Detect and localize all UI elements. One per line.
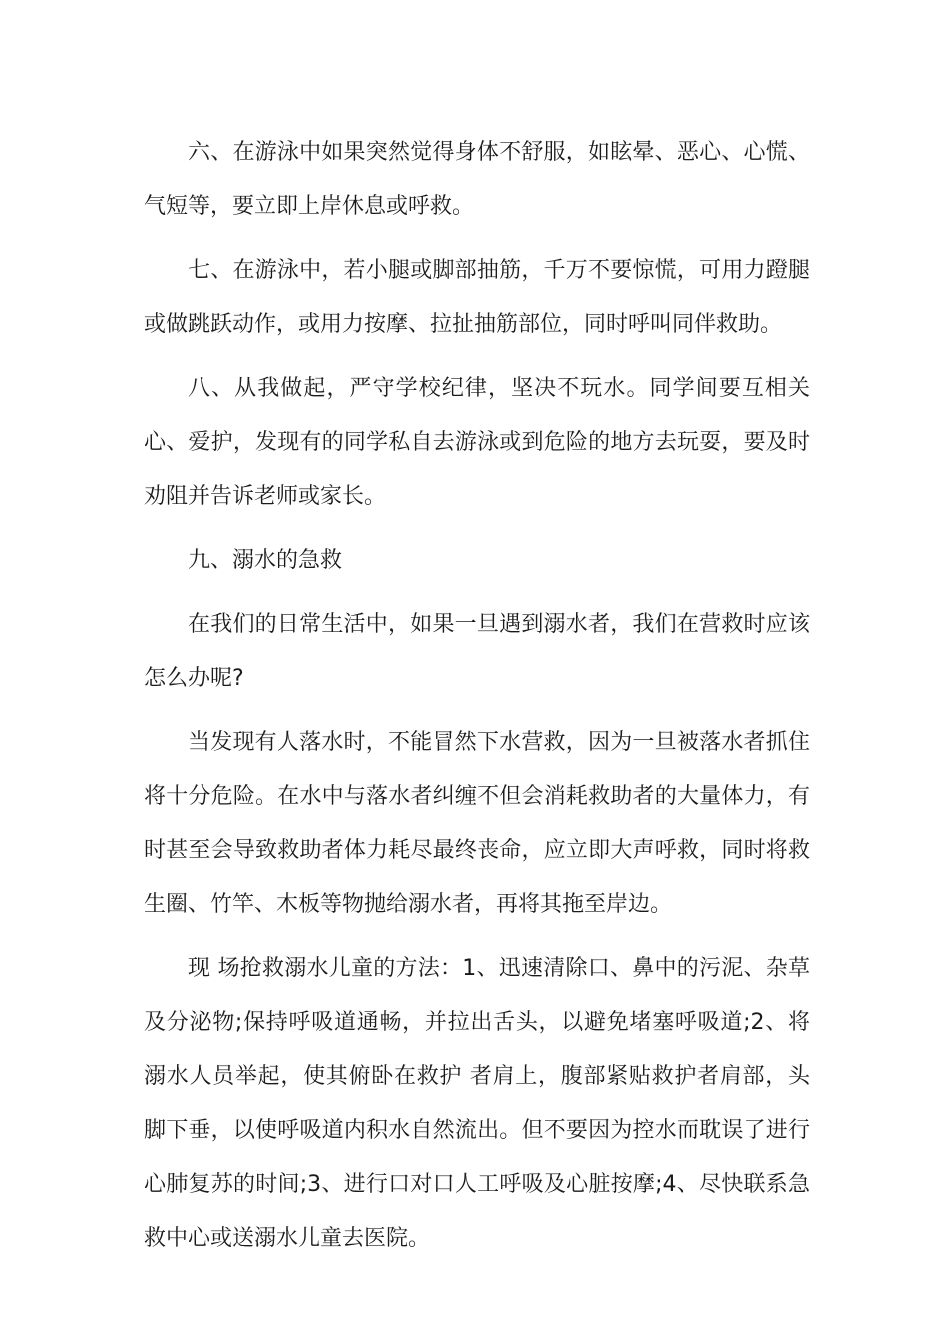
paragraph-onsite-method: 现 场抢救溺水儿童的方法：1、迅速清除口、鼻中的污泥、杂草及分泌物;保持呼吸道通畅，并拉出舌头，以避免堵塞呼吸道;2、将溺水人员举起，使其俯卧在救护 者肩上，腹部紧贴救护者肩部，头脚下垂，以使呼吸道内积水自然流出。但不要因为控水而耽误了进行心肺复苏的时间;3、进行口对口人工呼吸及心脏按摩;4、尽快联系急救中心或送溺水儿童去医院。 bbox=[144, 956, 810, 1251]
document-body bbox=[144, 126, 810, 1276]
paragraph-seven: 七、在游泳中，若小腿或脚部抽筋，千万不要惊慌，可用力蹬腿或做跳跃动作，或用力按摩、拉扯抽筋部位，同时呼叫同伴救助。 bbox=[144, 258, 810, 337]
paragraph-nine-heading: 九、溺水的急救 bbox=[188, 548, 343, 573]
paragraph-eight: 八、从我做起，严守学校纪律，坚决不玩水。同学间要互相关心、爱护，发现有的同学私自去游泳或到危险的地方去玩耍，要及时劝阻并告诉老师或家长。 bbox=[144, 376, 810, 509]
paragraph-rescue-advice: 当发现有人落水时，不能冒然下水营救，因为一旦被落水者抓住将十分危险。在水中与落水者纠缠不但会消耗救助者的大量体力，有时甚至会导致救助者体力耗尽最终丧命，应立即大声呼救，同时将救生圈、竹竿、木板等物抛给溺水者，再将其拖至岸边。 bbox=[144, 730, 810, 917]
paragraph-question: 在我们的日常生活中，如果一旦遇到溺水者，我们在营救时应该怎么办呢? bbox=[144, 612, 810, 691]
paragraph-six: 六、在游泳中如果突然觉得身体不舒服，如眩晕、恶心、心慌、气短等，要立即上岸休息或呼救。 bbox=[144, 140, 810, 219]
